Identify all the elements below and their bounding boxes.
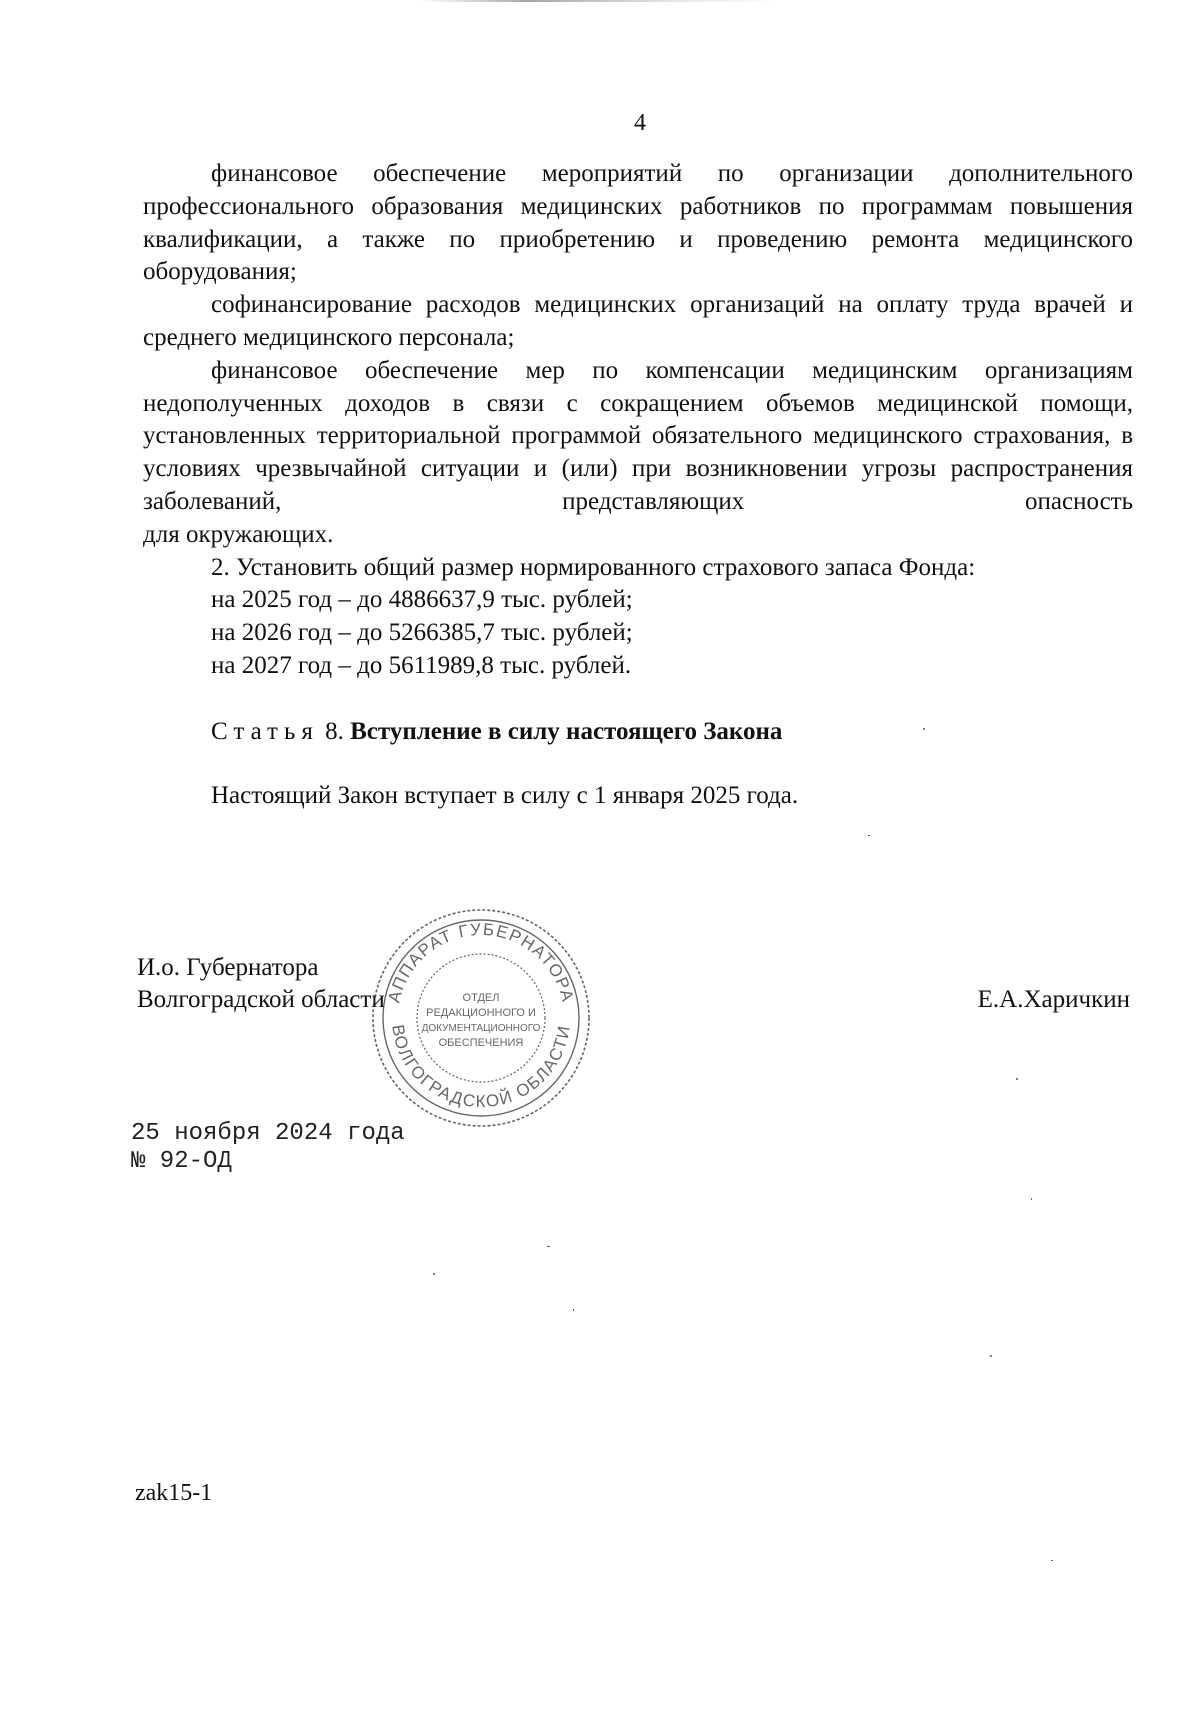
signing-date: 25 ноября 2024 года xyxy=(131,1120,405,1147)
stamp-ring-text-top: АППАРАТ ГУБЕРНАТОРА xyxy=(384,919,578,1005)
scan-speck xyxy=(573,1309,574,1311)
date-number-block xyxy=(131,1120,405,1176)
stamp-ring-text-bottom: ВОЛГОГРАДСКОЙ ОБЛАСТИ xyxy=(388,1023,574,1112)
scan-speck xyxy=(923,728,925,730)
stamp-center-line3: ДОКУМЕНТАЦИОННОГО xyxy=(421,1023,541,1034)
paragraph-compensation: финансовое обеспечение мер по компенсации медицинским организациям недополученных доходов в связи с сокращением объемов медицинской помощи, установленных территориальной программой обязательного медицинского страхования, в условиях чрезвычайной ситуации и (или) при возникновении угрозы распространения заболеваний, представляющих опасность xyxy=(143,356,1133,515)
stamp-center-line4: ОБЕСПЕЧЕНИЯ xyxy=(438,1037,524,1049)
signatory-position-line2: Волгоградской области xyxy=(137,986,385,1013)
document-body xyxy=(143,158,1133,683)
official-stamp xyxy=(368,905,594,1131)
article-number: 8. xyxy=(325,718,344,745)
scan-speck xyxy=(1051,1560,1053,1561)
signatory-name: Е.А.Харичкин xyxy=(977,986,1130,1013)
article-title: Вступление в силу настоящего Закона xyxy=(350,718,783,745)
scan-speck xyxy=(547,1246,550,1247)
paragraph-medical-education: финансовое обеспечение мероприятий по организации дополнительного профессионального образования медицинских работников по программам повышения квалификации, а также по приобретению и проведению ремонта медицинского оборудования; xyxy=(143,160,1133,286)
signatory-position-line1: И.о. Губернатора xyxy=(137,954,319,981)
stamp-center-line2: РЕДАКЦИОННОГО И xyxy=(426,1007,536,1019)
paragraph-compensation-end: для окружающих. xyxy=(143,520,334,548)
scan-speck xyxy=(1016,1078,1018,1080)
scan-speck xyxy=(1031,1198,1032,1200)
scan-speck xyxy=(868,835,870,836)
scan-edge-mark xyxy=(420,0,780,2)
reserve-2025: на 2025 год – до 4886637,9 тыс. рублей; xyxy=(211,586,633,614)
article-heading xyxy=(211,718,782,746)
scan-speck xyxy=(990,1355,992,1357)
document-code: zak15-1 xyxy=(135,1480,213,1506)
reserve-2026: на 2026 год – до 5266385,7 тыс. рублей; xyxy=(211,619,633,647)
article-word: Статья xyxy=(211,718,319,745)
reserve-2027: на 2027 год – до 5611989,8 тыс. рублей. xyxy=(211,651,632,679)
law-number: № 92-ОД xyxy=(131,1148,232,1175)
paragraph-cofinancing: софинансирование расходов медицинских организаций на оплату труда врачей и среднего медицинского персонала; xyxy=(143,291,1133,351)
article-text: Настоящий Закон вступает в силу с 1 января 2025 года. xyxy=(211,782,799,809)
item-2-insurance-reserve: 2. Установить общий размер нормированного страхового запаса Фонда: xyxy=(211,553,976,581)
stamp-center-line1: ОТДЕЛ xyxy=(462,992,500,1004)
page-number: 4 xyxy=(634,110,646,136)
scan-speck xyxy=(433,1273,435,1275)
signatory-position xyxy=(137,952,385,1016)
